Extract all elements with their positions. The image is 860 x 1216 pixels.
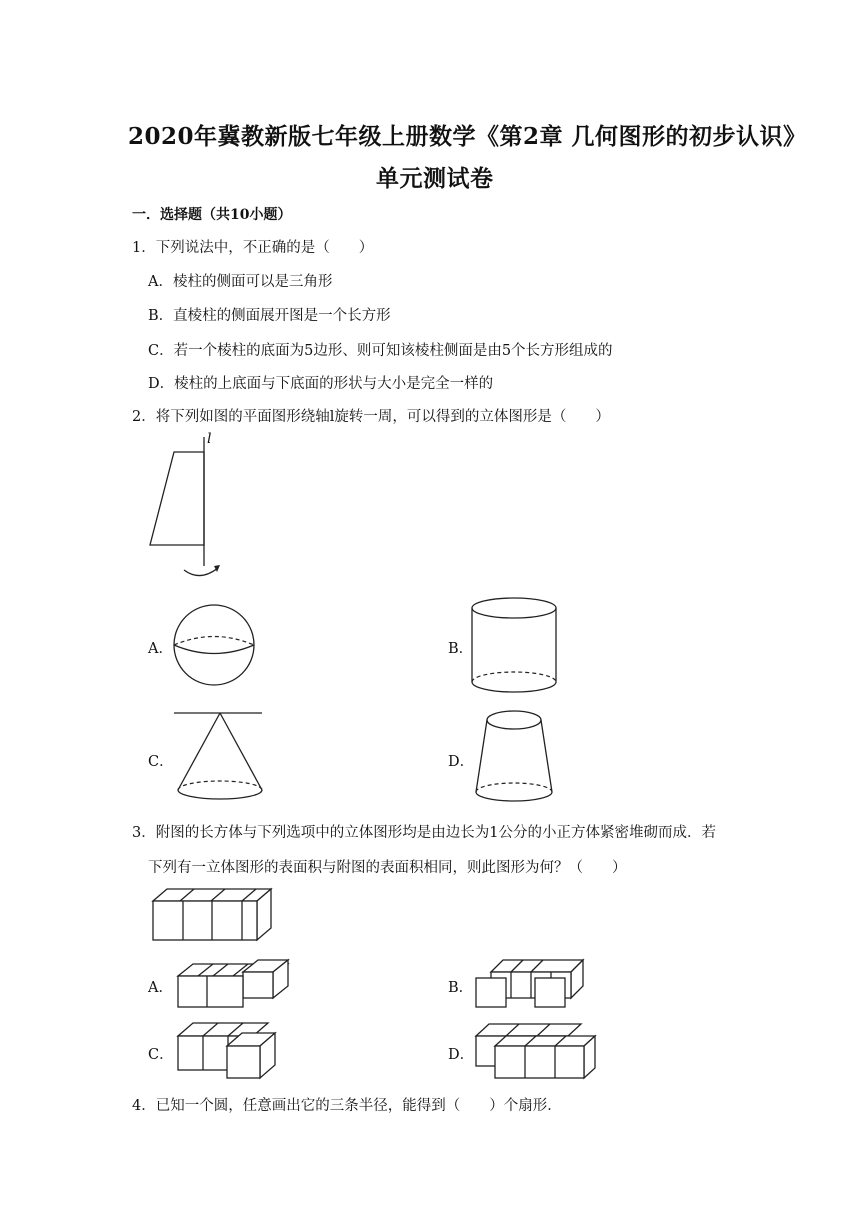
question-2-option-c-label: C． — [148, 754, 174, 770]
page-subtitle: 单元测试卷 — [376, 165, 494, 192]
question-3-stem-line2: 下列有一立体图形的表面积与附图的表面积相同，则此图形为何？（ ） — [148, 860, 627, 876]
trapezoid-shape — [150, 452, 204, 545]
question-3-option-b-label: B． — [448, 980, 474, 996]
option-d-cubes — [473, 1018, 603, 1082]
question-1-option-a: A．棱柱的侧面可以是三角形 — [148, 274, 333, 290]
cone-figure — [170, 708, 270, 808]
option-b-cubes — [473, 956, 603, 1012]
sphere-figure — [170, 600, 270, 690]
question-2-option-d-label: D． — [448, 754, 475, 770]
question-1-stem: 1．下列说法中，不正确的是（ ） — [132, 240, 374, 256]
option-a-cubes — [175, 956, 305, 1012]
cylinder-figure — [470, 594, 570, 694]
question-2-option-b-label: B． — [448, 641, 474, 657]
question-3-option-c-label: C． — [148, 1047, 174, 1063]
page-title: 2020年冀教新版七年级上册数学《第2章 几何图形的初步认识》 — [128, 123, 807, 150]
question-2-figure — [140, 432, 240, 582]
question-3-figure — [150, 886, 280, 946]
frustum-figure — [470, 704, 570, 808]
question-1-option-d: D．棱柱的上底面与下底面的形状与大小是完全一样的 — [148, 376, 494, 392]
axis-label: l — [207, 431, 212, 447]
option-c-cubes — [175, 1018, 305, 1082]
question-3-stem-line1: 3．附图的长方体与下列选项中的立体图形均是由边长为1公分的小正方体紧密堆砌而成．若 — [132, 825, 716, 841]
question-2-option-a-label: A． — [148, 641, 173, 657]
rotation-arrow-icon — [184, 568, 218, 576]
question-1-option-b: B．直棱柱的侧面展开图是一个长方形 — [148, 308, 391, 324]
question-3-option-a-label: A． — [148, 980, 173, 996]
question-4-stem: 4．已知一个圆，任意画出它的三条半径，能得到（ ）个扇形． — [132, 1098, 562, 1114]
question-2-stem: 2．将下列如图的平面图形绕轴l旋转一周，可以得到的立体图形是（ ） — [132, 409, 610, 425]
question-1-option-c: C．若一个棱柱的底面为5边形、则可知该棱柱侧面是由5个长方形组成的 — [148, 343, 613, 359]
section-heading: 一．选择题（共10小题） — [132, 207, 292, 223]
question-3-option-d-label: D． — [448, 1047, 475, 1063]
